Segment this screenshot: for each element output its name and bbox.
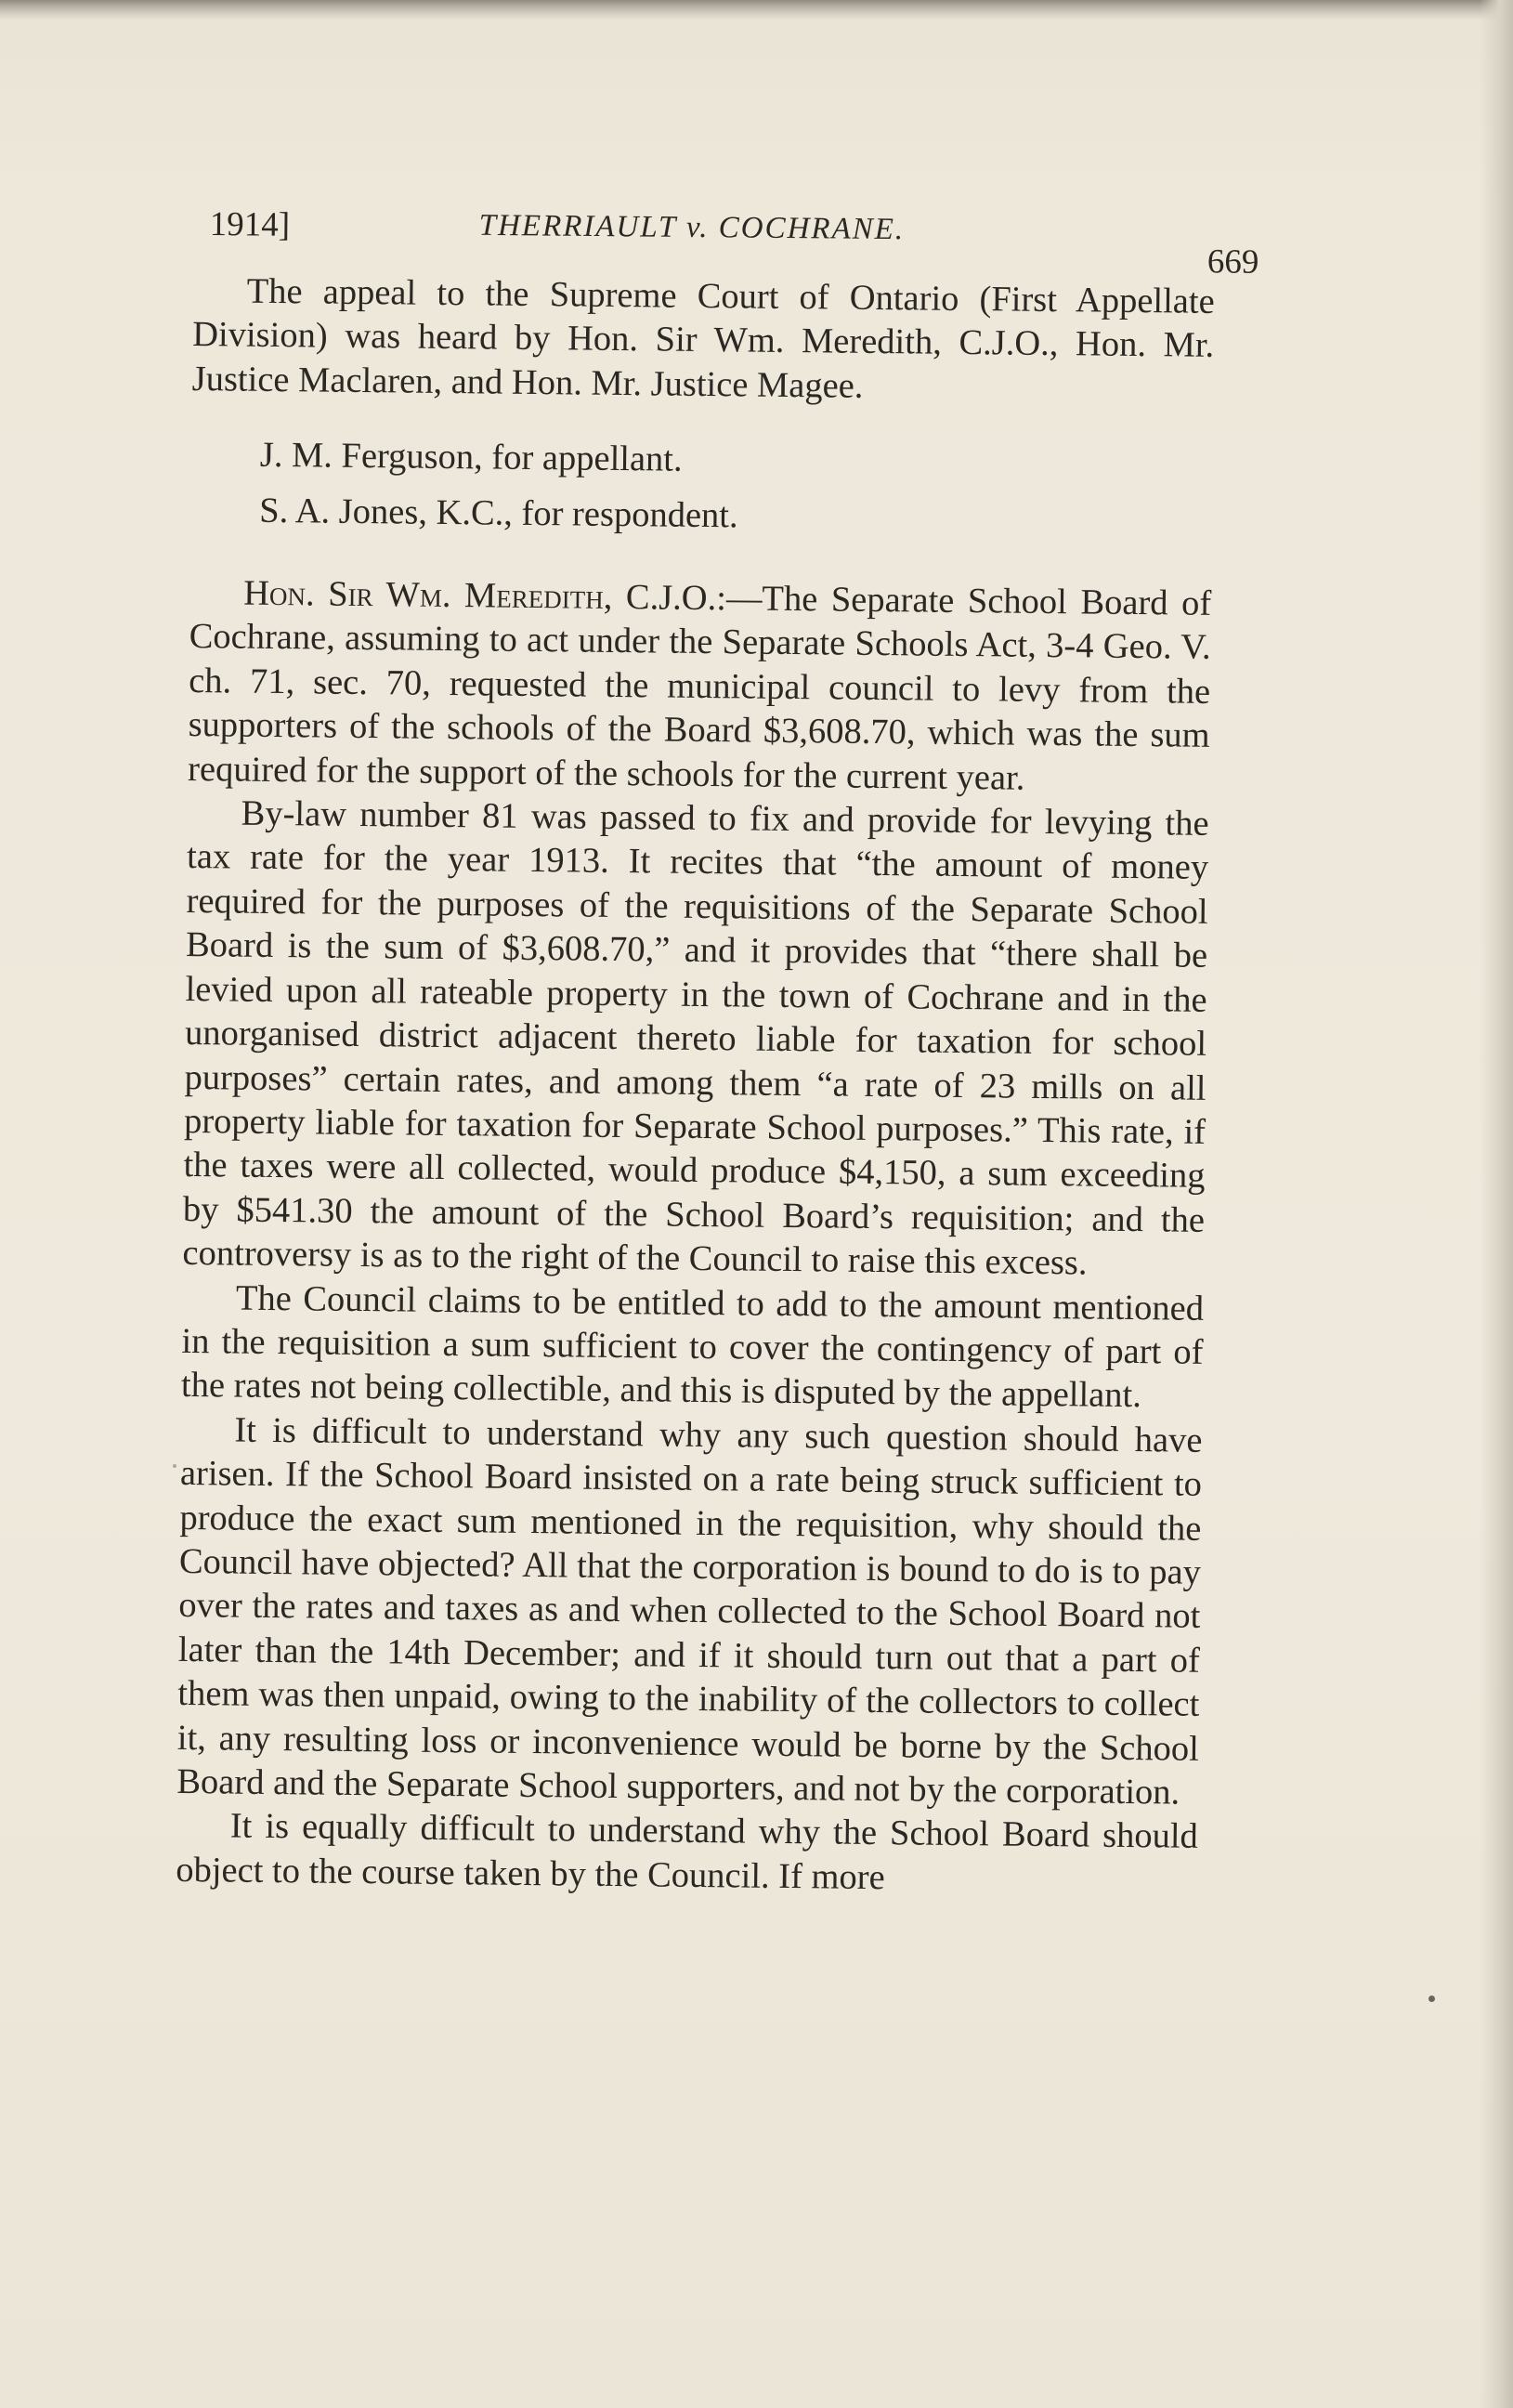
bylaw-paragraph: By-law number 81 was passed to fix and provide for levying the tax rate for the year 1913. It recites that “the amount of money required for the purposes of the requisitions of the Separate School Board is the sum of $3,608.70,” and it provides that “there shall be levied upon all rateable property in the town of Cochrane and in the unorganised district adjacent thereto liable for taxation for school purposes” certain rates, and among them “a rate of 23 mills on all property liable for taxation for Separate School purposes.” This rate, if the taxes were all collected, would produce $4,150, a sum exceeding by $541.30 the amount of the School Board’s requisition; and the controversy is as to the right of the Council to raise this excess. [182,793,1209,1283]
council-claim-paragraph: The Council claims to be entitled to add to the amount mentioned in the requisition a sum sufficient to cover the contingency of part of the rates not being collectible, and this is disputed by the appellant. [180,1278,1205,1416]
counsel-respondent: S. A. Jones, K.C., for respondent. [258,491,738,535]
counsel-appellant: J. M. Ferguson, for appellant. [259,436,683,479]
page-right-edge-shadow [1480,0,1513,2408]
judgment-speaker: Hon. Sir Wm. Meredith, C.J.O. [243,573,717,619]
paper-speck [1428,1996,1435,2002]
running-head-case-title: THERRIAULT v. COCHRANE. [478,208,906,247]
judgment-opening-paragraph [188,571,1212,803]
difficulty-paragraph-1: It is difficult to understand why any such question should have arisen. If the School Board insisted on a rate being struck sufficient to produce the exact sum mentioned in the requisition, why should the Council have objected? All that the corporation is bound to do is to pay over the rates and taxes as and when collected to the School Board not later than the 14th December; and if it should turn out that a part of them was then unpaid, owing to the inability of the collectors to collect it, any resulting loss or inconvenience would be borne by the School Board and the Separate School supporters, and not by the corporation. [176,1410,1203,1813]
counsel-block [190,433,1213,543]
running-head [209,195,1259,281]
running-head-year: 1914] [209,204,291,244]
page-body [176,269,1215,1904]
page-number: 669 [1206,242,1259,281]
page-top-edge-shadow [0,0,1513,20]
paper-speck [173,1464,176,1468]
judgment-opening-text: :—The Separate School Board of Cochrane, assuming to act under the Separate Schools Act, 3-4 Geo. V. ch. 71, sec. 70, requested the municipal council to levy from the supporters of the schools of the Board $3,608.70, which was the sum required for the support of the schools for the current year. [187,579,1212,798]
difficulty-paragraph-2: It is equally difficult to understand why the School Board should object to the course taken by the Council. If more [176,1806,1199,1897]
appeal-paragraph: The appeal to the Supreme Court of Ontario (First Appellate Division) was heard by Hon. Sir Wm. Meredith, C.J.O., Hon. Mr. Justice Maclaren, and Hon. Mr. Justice Magee. [191,271,1215,406]
